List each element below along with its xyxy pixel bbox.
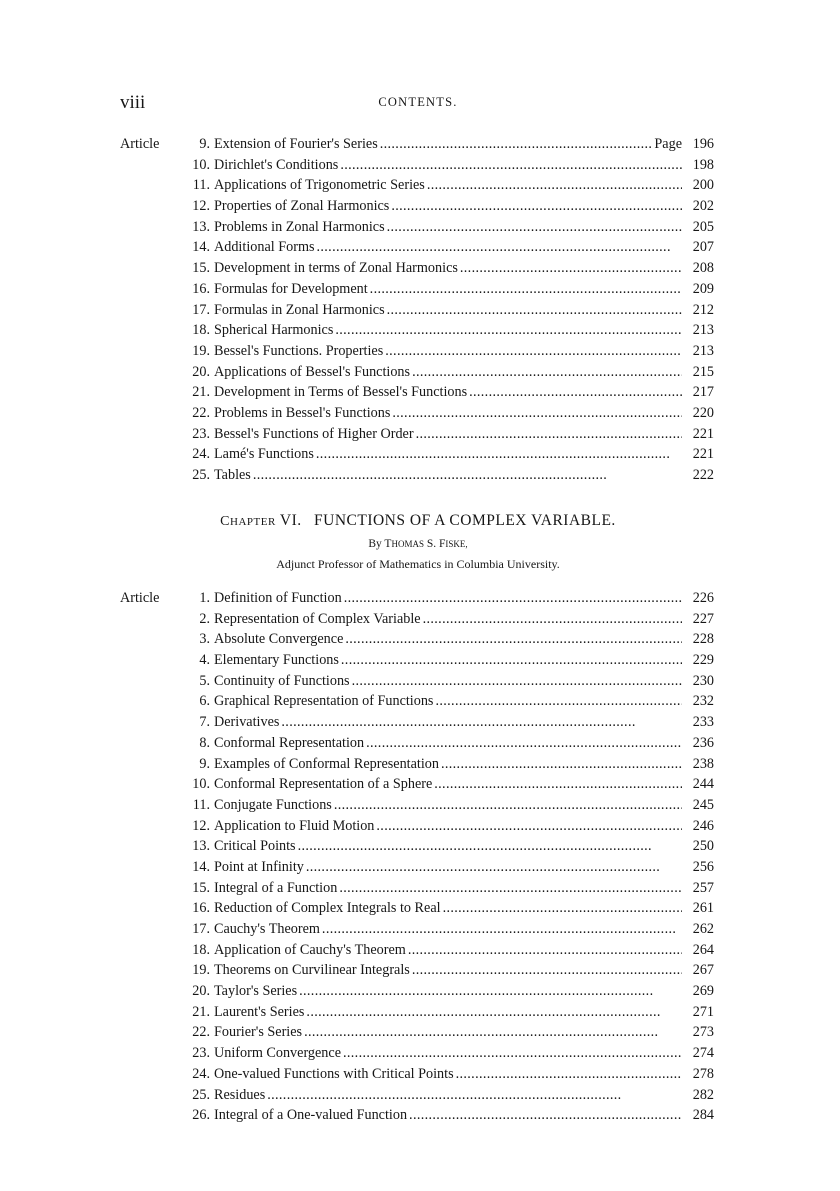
article-number: 9.: [199, 136, 210, 152]
entry-page: 236: [692, 734, 714, 751]
entry-prefix: [120, 629, 210, 650]
entry-page: 264: [692, 941, 714, 958]
dot-leader: [467, 382, 682, 403]
entry-prefix: [120, 940, 210, 961]
article-number: 11.: [192, 796, 210, 813]
author-last-initial: F: [439, 538, 446, 550]
dot-leader: [421, 609, 682, 630]
entry-title: Development in terms of Zonal Harmonics: [214, 260, 458, 277]
toc-entry: [120, 691, 714, 712]
toc-entry: [120, 217, 714, 238]
toc-entry: [120, 878, 714, 899]
entry-title: Graphical Representation of Functions: [214, 693, 434, 710]
entry-prefix: [120, 816, 210, 837]
toc-entry: [120, 733, 714, 754]
entry-prefix: [120, 258, 210, 279]
dot-leader: [374, 816, 682, 837]
toc-entry: [120, 588, 714, 609]
entry-title: Point at Infinity: [214, 858, 304, 875]
entry-prefix: [120, 424, 210, 445]
toc-entry: [120, 919, 714, 940]
article-number: 10.: [192, 156, 210, 173]
toc-entry: [120, 650, 714, 671]
entry-title: Conformal Representation of a Sphere: [214, 776, 433, 793]
page-number: viii: [120, 92, 146, 113]
article-number: 3.: [199, 631, 210, 648]
article-number: 25.: [192, 1086, 210, 1103]
entry-prefix: [120, 878, 210, 899]
entry-page: 207: [692, 239, 714, 256]
article-number: 13.: [192, 838, 210, 855]
dot-leader: [432, 774, 682, 795]
chapter-heading: [120, 512, 716, 530]
toc-entry: [120, 341, 714, 362]
entry-title: Elementary Functions: [214, 652, 339, 669]
entry-page: 200: [692, 177, 714, 194]
entry-title: Definition of Function: [214, 590, 342, 606]
article-number: 18.: [192, 941, 210, 958]
entry-prefix: [120, 1043, 210, 1064]
dot-leader: [341, 1043, 682, 1064]
chapter-heading-block: [120, 512, 716, 572]
entry-page: 228: [692, 631, 714, 648]
entry-page: 198: [692, 156, 714, 173]
toc-entry: [120, 1002, 714, 1023]
entry-page: 220: [692, 404, 714, 421]
entry-title: Representation of Complex Variable: [214, 610, 421, 627]
entry-page: 217: [692, 384, 714, 401]
entry-prefix: [120, 1064, 210, 1085]
page-header: [120, 92, 716, 116]
toc-entry: [120, 712, 714, 733]
entry-prefix: [120, 795, 210, 816]
entry-title: Problems in Zonal Harmonics: [214, 218, 385, 235]
dot-leader: [342, 588, 682, 609]
dot-leader: [304, 1002, 682, 1023]
entry-page: 256: [692, 858, 714, 875]
toc-entry: [120, 175, 714, 196]
entry-prefix: [120, 609, 210, 630]
entry-prefix: [120, 237, 210, 258]
entry-prefix: [120, 175, 210, 196]
entry-page: 261: [692, 900, 714, 917]
entry-title: Extension of Fourier's Series: [214, 136, 378, 152]
chapter-label-rest: HAPTER: [230, 516, 276, 528]
author-first-initial: T: [384, 538, 392, 550]
entry-prefix: [120, 196, 210, 217]
toc-entry: [120, 960, 714, 981]
entry-page: 227: [692, 610, 714, 627]
entry-page: 282: [692, 1086, 714, 1103]
dot-leader: [297, 981, 682, 1002]
dot-leader: [378, 134, 653, 155]
entry-title: Bessel's Functions of Higher Order: [214, 425, 414, 442]
article-number: 19.: [192, 342, 210, 359]
entry-title: Integral of a Function: [214, 879, 338, 896]
entry-title: Residues: [214, 1086, 266, 1103]
dot-leader: [265, 1085, 682, 1106]
entry-title: Critical Points: [214, 838, 296, 855]
entry-page: 245: [692, 796, 714, 813]
entry-prefix: [120, 320, 210, 341]
toc-entry: [120, 671, 714, 692]
entry-page: 284: [692, 1107, 714, 1124]
toc-entry: [120, 320, 714, 341]
entry-prefix: [120, 1002, 210, 1023]
entry-title: Additional Forms: [214, 239, 315, 256]
entry-title: Derivatives: [214, 714, 280, 731]
entry-title: Tables: [214, 467, 251, 483]
entry-prefix: [120, 341, 210, 362]
toc-section-2: [120, 588, 714, 1126]
entry-title: Bessel's Functions. Properties: [214, 342, 384, 359]
toc-entry: [120, 816, 714, 837]
entry-prefix: [120, 960, 210, 981]
article-number: 9.: [199, 755, 210, 772]
author-first-rest: HOMAS: [391, 539, 424, 549]
dot-leader: [332, 795, 682, 816]
entry-title: Development in Terms of Bessel's Functions: [214, 384, 468, 401]
entry-page: 208: [692, 260, 714, 277]
entry-prefix: [120, 279, 210, 300]
entry-prefix: [120, 836, 210, 857]
author-affiliation: Adjunct Professor of Mathematics in Columbia University.: [276, 557, 560, 571]
entry-prefix: [120, 919, 210, 940]
entry-title: Spherical Harmonics: [214, 322, 334, 339]
dot-leader: [439, 754, 682, 775]
toc-entry: [120, 1085, 714, 1106]
chapter-number: VI.: [279, 512, 302, 529]
toc-entry: [120, 424, 714, 445]
article-number: 22.: [192, 404, 210, 421]
toc-entry: [120, 609, 714, 630]
entry-prefix: [120, 898, 210, 919]
entry-page: 257: [692, 879, 714, 896]
entry-prefix: [120, 712, 210, 733]
entry-title: Taylor's Series: [214, 983, 298, 1000]
entry-prefix: [120, 671, 210, 692]
entry-title: Absolute Convergence: [214, 631, 344, 648]
dot-leader: [414, 424, 682, 445]
toc-entry: [120, 382, 714, 403]
entry-page: 267: [692, 962, 714, 979]
entry-page: 226: [692, 590, 714, 606]
dot-leader: [410, 960, 682, 981]
entry-page: 271: [692, 1003, 714, 1020]
article-number: 21.: [192, 1003, 210, 1020]
entry-title: Problems in Bessel's Functions: [214, 404, 391, 421]
article-number: 12.: [192, 198, 210, 215]
chapter-title: FUNCTIONS OF A COMPLEX VARIABLE.: [314, 512, 616, 529]
entry-page: 212: [692, 301, 714, 318]
entry-title: Application to Fluid Motion: [214, 817, 375, 834]
entry-prefix: [120, 1022, 210, 1043]
entry-prefix: [120, 774, 210, 795]
entry-prefix: [120, 650, 210, 671]
article-number: 23.: [192, 425, 210, 442]
entry-title: Conjugate Functions: [214, 796, 332, 813]
entry-prefix: [120, 588, 210, 609]
entry-page: 238: [692, 755, 714, 772]
toc-entry: [120, 465, 714, 486]
entry-title: Examples of Conformal Representation: [214, 755, 439, 772]
entry-prefix: [120, 444, 210, 465]
toc-entry: [120, 898, 714, 919]
article-number: 6.: [199, 693, 210, 710]
toc-entry: [120, 1043, 714, 1064]
entry-prefix: [120, 134, 210, 155]
article-number: 20.: [192, 983, 210, 1000]
dot-leader: [337, 878, 682, 899]
dot-leader: [302, 1022, 682, 1043]
dot-leader: [339, 650, 682, 671]
article-number: 17.: [192, 301, 210, 318]
toc-entry: [120, 300, 714, 321]
dot-leader: [251, 465, 682, 486]
entry-prefix: [120, 857, 210, 878]
article-number: 16.: [192, 280, 210, 297]
entry-page: 209: [692, 280, 714, 297]
entry-page: 213: [692, 322, 714, 339]
article-number: 5.: [199, 672, 210, 689]
toc-entry: [120, 1105, 714, 1126]
dot-leader: [333, 320, 682, 341]
article-number: 18.: [192, 322, 210, 339]
dot-leader: [315, 237, 683, 258]
entry-page: 244: [692, 776, 714, 793]
dot-leader: [383, 341, 682, 362]
entry-title: Conformal Representation: [214, 734, 365, 751]
page-label: Page: [654, 136, 682, 152]
article-number: 25.: [192, 467, 210, 483]
entry-prefix: [120, 217, 210, 238]
toc-entry: [120, 403, 714, 424]
toc-entry: [120, 196, 714, 217]
entry-page: 202: [692, 198, 714, 215]
dot-leader: [279, 712, 682, 733]
toc-entry: [120, 981, 714, 1002]
author-last-rest: ISKE,: [445, 539, 468, 549]
entry-page: 262: [692, 921, 714, 937]
entry-prefix: [120, 403, 210, 424]
entry-title: Application of Cauchy's Theorem: [214, 941, 406, 958]
article-number: 23.: [192, 1045, 210, 1062]
dot-leader: [407, 1105, 682, 1126]
entry-title: Continuity of Functions: [214, 672, 350, 689]
entry-title: Formulas in Zonal Harmonics: [214, 301, 385, 318]
dot-leader: [454, 1064, 682, 1085]
toc-entry: [120, 836, 714, 857]
entry-page: 205: [692, 218, 714, 235]
entry-prefix: [120, 981, 210, 1002]
article-number: 16.: [192, 900, 210, 917]
article-number: 15.: [192, 260, 210, 277]
entry-prefix: [120, 754, 210, 775]
dot-leader: [350, 671, 682, 692]
article-number: 26.: [192, 1107, 210, 1124]
article-number: 14.: [192, 858, 210, 875]
entry-page: 232: [692, 693, 714, 710]
dot-leader: [320, 919, 682, 940]
article-number: 8.: [199, 734, 210, 751]
dot-leader: [425, 175, 682, 196]
toc-entry: [120, 1064, 714, 1085]
toc-entry: [120, 940, 714, 961]
entry-prefix: [120, 733, 210, 754]
entry-title: Reduction of Complex Integrals to Real: [214, 900, 441, 917]
toc-entry: [120, 279, 714, 300]
dot-leader: [458, 258, 682, 279]
entry-page: 196: [692, 136, 714, 152]
dot-leader: [338, 155, 682, 176]
entry-page: 246: [692, 817, 714, 834]
article-number: 17.: [192, 921, 210, 937]
article-label: Article: [120, 136, 160, 152]
entry-prefix: [120, 1105, 210, 1126]
article-number: 24.: [192, 1065, 210, 1082]
entry-prefix: [120, 155, 210, 176]
toc-entry: [120, 857, 714, 878]
author-middle: S.: [426, 538, 437, 550]
entry-title: Uniform Convergence: [214, 1045, 341, 1062]
article-number: 21.: [192, 384, 210, 401]
article-number: 14.: [192, 239, 210, 256]
entry-title: Lamé's Functions: [214, 446, 314, 463]
entry-prefix: [120, 300, 210, 321]
entry-page: 250: [692, 838, 714, 855]
toc-entry: [120, 795, 714, 816]
dot-leader: [364, 733, 682, 754]
toc-entry: [120, 629, 714, 650]
toc-entry: [120, 754, 714, 775]
article-number: 11.: [192, 177, 210, 194]
dot-leader: [389, 196, 682, 217]
entry-title: One-valued Functions with Critical Points: [214, 1065, 454, 1082]
toc-entry: [120, 774, 714, 795]
entry-title: Laurent's Series: [214, 1003, 305, 1020]
toc-entry: [120, 237, 714, 258]
entry-title: Applications of Trigonometric Series: [214, 177, 425, 194]
entry-page: 229: [692, 652, 714, 669]
toc-entry: [120, 155, 714, 176]
dot-leader: [385, 300, 682, 321]
entry-prefix: [120, 1085, 210, 1106]
running-title: CONTENTS.: [378, 95, 458, 109]
article-number: 2.: [199, 610, 210, 627]
entry-title: Formulas for Development: [214, 280, 368, 297]
chapter-author: [120, 538, 716, 550]
article-number: 19.: [192, 962, 210, 979]
article-number: 13.: [192, 218, 210, 235]
entry-page: 215: [692, 363, 714, 380]
entry-page: 221: [692, 425, 714, 442]
article-number: 15.: [192, 879, 210, 896]
author-by: By: [368, 538, 382, 550]
dot-leader: [314, 444, 682, 465]
toc-entry: [120, 1022, 714, 1043]
entry-page: 221: [692, 446, 714, 463]
article-label: Article: [120, 590, 160, 606]
dot-leader: [304, 857, 682, 878]
article-number: 7.: [199, 714, 210, 731]
entry-title: Fourier's Series: [214, 1024, 303, 1041]
entry-prefix: [120, 465, 210, 486]
entry-title: Integral of a One-valued Function: [214, 1107, 408, 1124]
entry-page: 278: [692, 1065, 714, 1082]
toc-entry: [120, 444, 714, 465]
dot-leader: [296, 836, 682, 857]
dot-leader: [433, 691, 682, 712]
article-number: 22.: [192, 1024, 210, 1041]
dot-leader: [406, 940, 682, 961]
article-number: 4.: [199, 652, 210, 669]
toc-section-1: [120, 134, 714, 486]
entry-page: 213: [692, 342, 714, 359]
article-number: 1.: [199, 590, 210, 606]
entry-page: 269: [692, 983, 714, 1000]
entry-prefix: [120, 362, 210, 383]
dot-leader: [441, 898, 682, 919]
article-number: 12.: [192, 817, 210, 834]
toc-entry: [120, 362, 714, 383]
entry-title: Theorems on Curvilinear Integrals: [214, 962, 410, 979]
entry-page: 233: [692, 714, 714, 731]
entry-page: 230: [692, 672, 714, 689]
entry-title: Properties of Zonal Harmonics: [214, 198, 390, 215]
entry-title: Dirichlet's Conditions: [214, 156, 339, 173]
dot-leader: [343, 629, 682, 650]
article-number: 24.: [192, 446, 210, 463]
toc-entry: [120, 134, 714, 155]
entry-prefix: [120, 691, 210, 712]
entry-page: 274: [692, 1045, 714, 1062]
dot-leader: [385, 217, 682, 238]
article-number: 10.: [192, 776, 210, 793]
toc-entry: [120, 258, 714, 279]
dot-leader: [368, 279, 682, 300]
dot-leader: [390, 403, 682, 424]
entry-page: 273: [692, 1024, 714, 1041]
dot-leader: [410, 362, 682, 383]
entry-title: Applications of Bessel's Functions: [214, 363, 411, 380]
entry-page: 222: [692, 467, 714, 483]
chapter-label-initial: C: [220, 514, 231, 529]
entry-prefix: [120, 382, 210, 403]
article-number: 20.: [192, 363, 210, 380]
entry-title: Cauchy's Theorem: [214, 921, 320, 937]
